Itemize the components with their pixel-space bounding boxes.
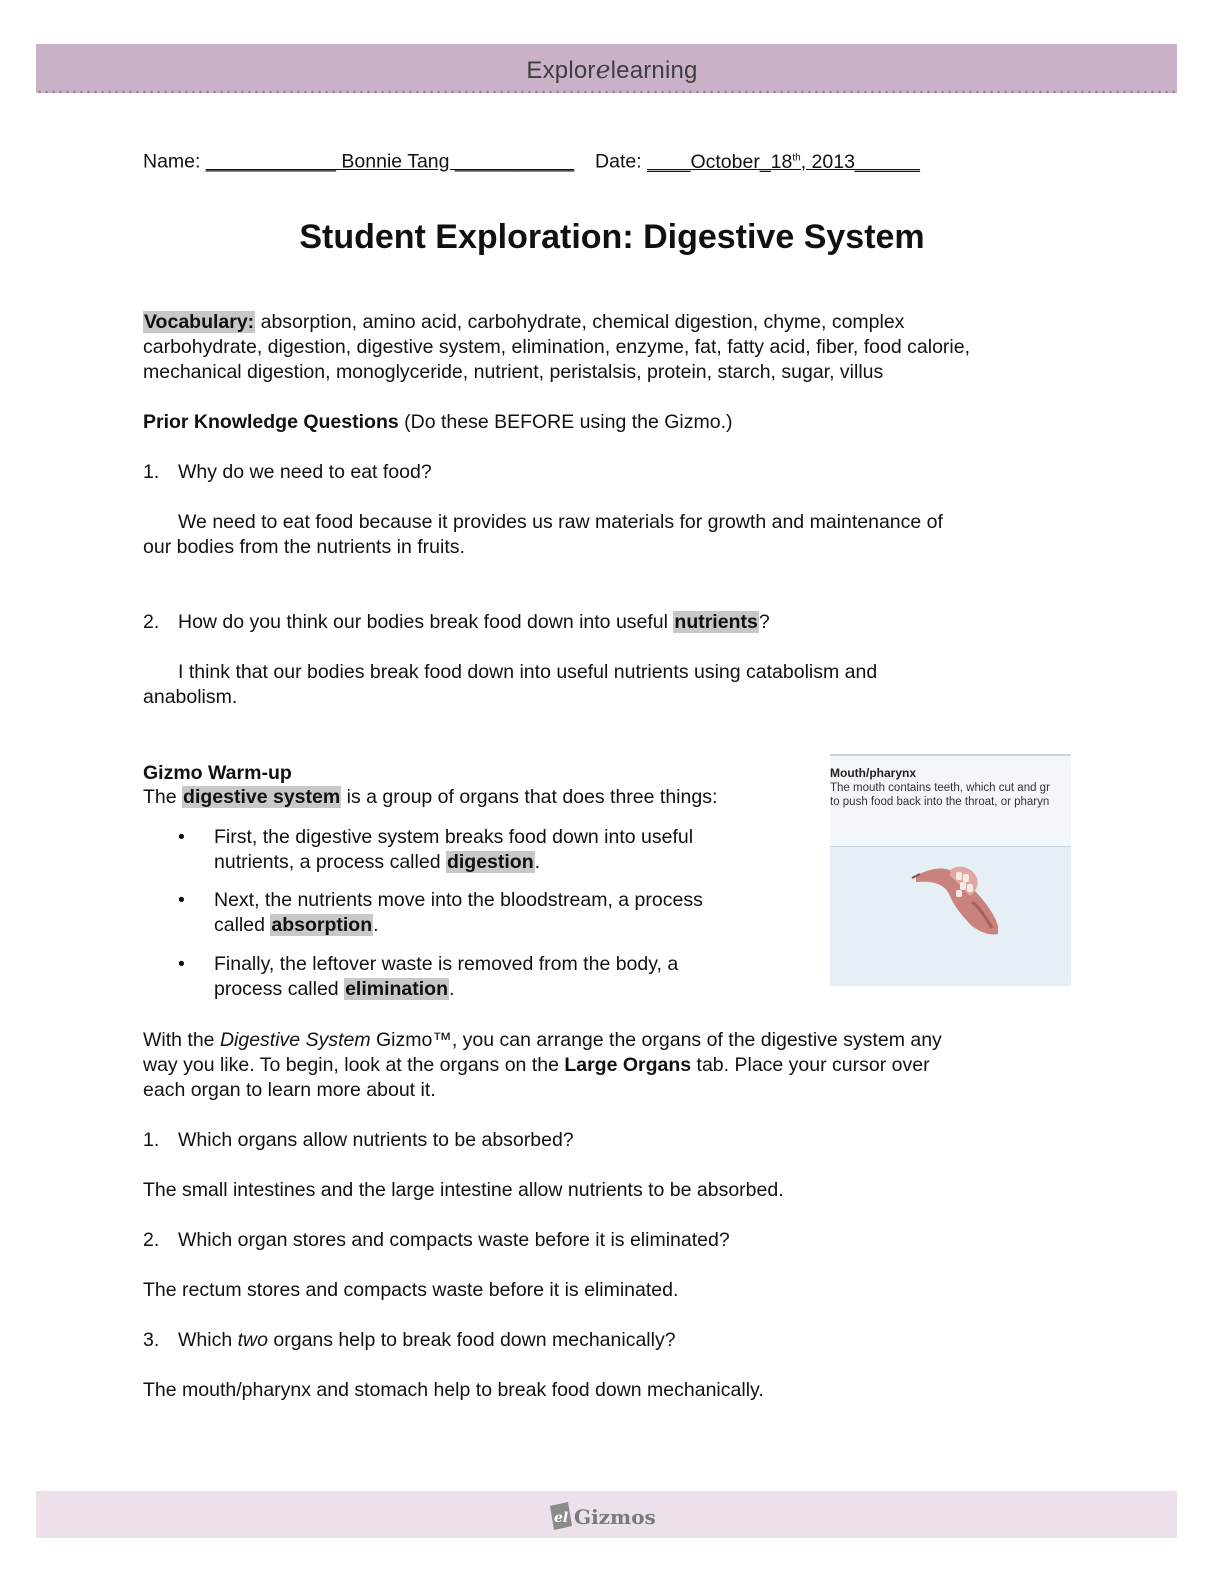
name-label: Name: — [143, 150, 206, 173]
warmup-bullet-2: • Next, the nutrients move into the bloodstream, a process called absorption. — [178, 889, 703, 936]
vocabulary-block: Vocabulary: absorption, amino acid, carbohydrate, chemical digestion, chyme, complex carbohydrate, digestion, digestive system, elimination, enzyme, fat, fatty acid, fiber, food calorie, mechanical digestion, monoglyceride, nutrient, peristalsis, protein, starch, sugar, villus — [143, 311, 970, 383]
gizmos-logo-icon — [548, 1500, 668, 1532]
term-digestive-system: digestive system — [183, 786, 341, 808]
gizmo-screenshot — [830, 754, 1071, 986]
header-dotted-rule — [36, 90, 1177, 94]
page-title: Student Exploration: Digestive System — [299, 218, 925, 256]
gizmos-logo — [548, 1500, 668, 1530]
warmup-paragraph: With the Digestive System Gizmo™, you can arrange the organs of the digestive system any way you like. To begin, look at the organs on the Large Organs tab. Place your cursor over each organ to learn more about it. — [143, 1029, 942, 1101]
prior-question-2: 2. How do you think our bodies break food down into useful nutrients? — [143, 611, 770, 633]
bullet-icon: • — [178, 826, 185, 848]
warmup-answer-2: The rectum stores and compacts waste before it is eliminated. — [143, 1279, 679, 1301]
name-date-line — [143, 145, 920, 175]
warmup-answer-3: The mouth/pharynx and stomach help to break food down mechanically. — [143, 1379, 764, 1401]
prior-answer-1: We need to eat food because it provides us raw materials for growth and maintenance of our bodies from the nutrients in fruits. — [143, 511, 943, 558]
warmup-question-1: 1. Which organs allow nutrients to be absorbed? — [143, 1129, 574, 1151]
prior-answer-2: I think that our bodies break food down into useful nutrients using catabolism and anabolism. — [143, 661, 878, 708]
warmup-bullet-1: • First, the digestive system breaks food down into useful nutrients, a process called digestion. — [178, 826, 694, 873]
term-elimination: elimination — [345, 978, 449, 1000]
warmup-answer-1: The small intestines and the large intestine allow nutrients to be absorbed. — [143, 1179, 784, 1201]
svg-text:el: el — [554, 1510, 569, 1526]
large-organs-tab-reference: Large Organs — [564, 1054, 692, 1076]
term-nutrients: nutrients — [674, 611, 758, 633]
prior-knowledge-heading: Prior Knowledge Questions (Do these BEFORE using the Gizmo.) — [143, 411, 733, 433]
warmup-question-2: 2. Which organ stores and compacts waste before it is eliminated? — [143, 1229, 730, 1251]
term-absorption: absorption — [271, 914, 373, 936]
warmup-heading: Gizmo Warm-up — [143, 762, 292, 784]
warmup-intro: The digestive system is a group of organs that does three things: — [143, 786, 718, 808]
name-value: ____________ Bonnie Tang ___________ — [205, 150, 575, 173]
date-label: Date: — [595, 150, 648, 173]
bullet-icon: • — [178, 953, 185, 975]
bullet-icon: • — [178, 889, 185, 911]
vocabulary-label: Vocabulary: — [144, 311, 255, 333]
explorelearning-logo: Explorelearning — [526, 55, 698, 84]
term-digestion: digestion — [446, 851, 534, 873]
gizmo-organ-description: The mouth contains teeth, which cut and gr to push food back into the throat, or pharyn — [830, 782, 1050, 808]
date-value: ____October_18th, 2013______ — [647, 150, 920, 173]
warmup-bullet-3: • Finally, the leftover waste is removed from the body, a process called elimination. — [178, 953, 679, 1000]
svg-text:Gizmos: Gizmos — [574, 1505, 656, 1529]
gizmo-organ-title: Mouth/pharynx — [830, 766, 916, 780]
gizmo-info-panel — [830, 754, 1071, 847]
mouth-pharynx-organ-icon — [910, 856, 1010, 946]
prior-question-1: 1. Why do we need to eat food? — [143, 461, 432, 483]
warmup-question-3: 3. Which two organs help to break food down mechanically? — [143, 1329, 676, 1351]
